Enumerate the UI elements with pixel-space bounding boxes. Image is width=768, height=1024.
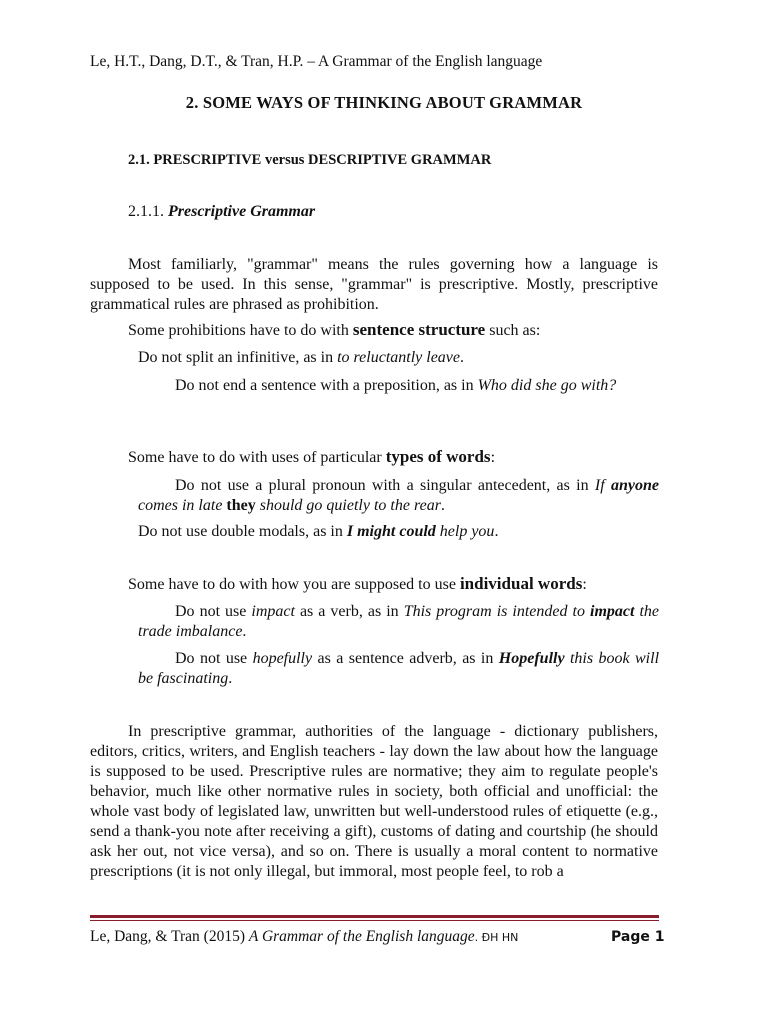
page-number: Page 1 xyxy=(611,929,665,945)
example-text: as a sentence adverb, as in xyxy=(312,650,499,667)
example-bold-italic: Hopefully xyxy=(498,650,565,667)
section-heading: 2.1. PRESCRIPTIVE versus DESCRIPTIVE GRAMMAR xyxy=(128,152,492,168)
example-punct: . xyxy=(460,349,465,366)
words-example-2 xyxy=(138,649,659,689)
words-lead-text: Some have to do with how you are supposed to use xyxy=(128,576,460,593)
subsection-heading xyxy=(128,202,315,222)
structure-example-1 xyxy=(138,348,464,368)
example-italic: Who did she go with? xyxy=(477,377,617,394)
example-text: Do not split an infinitive, as in xyxy=(138,349,338,366)
example-text: Do not use double modals, as in xyxy=(138,523,347,540)
footer-rule-thick xyxy=(90,915,659,918)
footer-authors: Le, Dang, & Tran (2015) xyxy=(90,928,249,945)
example-italic: should go quietly to the rear xyxy=(255,497,441,514)
words-keyword: individual words xyxy=(459,574,583,593)
closing-text: In prescriptive grammar, authorities of the language - dictionary publishers, editors, critics, writers, and English teachers - lay down the law about how the language is supposed to be used. Prescriptive rules are normative; they aim to regulate people's behavior, much like other normative rules in society, both official and unofficial: the whole vast body of legislated law, unwritten but well-understood rules of etiquette (e.g., send a thank-you note after receiving a gift), customs of dating and courtship (he should ask her out, not vice versa), and so on. There is usually a moral content to normative prescriptions (it is not only illegal, but immoral, most people feel, to rob a xyxy=(90,723,658,880)
intro-text: Most familiarly, "grammar" means the rules governing how a language is supposed to be used. In this sense, "grammar" is prescriptive. Mostly, prescriptive grammatical rules are phrased as prohibition. xyxy=(90,256,658,313)
example-text: Do not use xyxy=(175,603,252,620)
structure-lead xyxy=(128,320,540,341)
example-italic: hopefully xyxy=(252,650,313,667)
footer-institution: . ĐH HN xyxy=(474,931,519,944)
example-text: Do not use xyxy=(175,650,253,667)
example-punct: . xyxy=(494,523,499,540)
words-lead-end: : xyxy=(582,576,587,593)
words-lead xyxy=(128,574,587,595)
intro-paragraph xyxy=(90,255,658,315)
example-bold-italic: impact xyxy=(590,603,635,620)
example-text: Do not use a plural pronoun with a singular antecedent, as in xyxy=(175,477,595,494)
footer-book-title: A Grammar of the English language xyxy=(248,928,475,945)
types-lead-text: Some have to do with uses of particular xyxy=(128,449,386,466)
example-bold: they xyxy=(226,497,256,514)
example-punct: . xyxy=(228,670,233,687)
subsection-title: Prescriptive Grammar xyxy=(168,203,316,220)
running-header: Le, H.T., Dang, D.T., & Tran, H.P. – A Grammar of the English language xyxy=(90,53,543,70)
types-example-1 xyxy=(138,476,659,516)
types-example-2 xyxy=(138,522,498,542)
structure-lead-end: such as: xyxy=(485,322,541,339)
example-bold-italic: I might could xyxy=(346,523,436,540)
structure-lead-text: Some prohibitions have to do with xyxy=(128,322,353,339)
words-example-1 xyxy=(138,602,659,642)
example-italic: impact xyxy=(251,603,295,620)
example-italic: If xyxy=(594,477,611,494)
types-lead-end: : xyxy=(490,449,496,466)
example-bold-italic: anyone xyxy=(611,477,659,494)
example-italic: this book will be fascinating xyxy=(138,650,660,687)
types-lead xyxy=(128,447,495,468)
example-italic: comes in late xyxy=(138,497,227,514)
example-text: as a verb, as in xyxy=(294,603,404,620)
chapter-title: 2. SOME WAYS OF THINKING ABOUT GRAMMAR xyxy=(185,93,583,112)
types-keyword: types of words xyxy=(385,447,491,466)
subsection-number: 2.1.1. xyxy=(128,203,168,220)
example-punct: . xyxy=(242,623,247,640)
example-punct: . xyxy=(440,497,445,514)
structure-keyword: sentence structure xyxy=(352,320,486,339)
example-text: Do not end a sentence with a preposition, as in xyxy=(175,377,478,394)
footer-citation xyxy=(90,927,518,948)
example-italic: the trade imbalance xyxy=(138,603,660,640)
example-italic: This program is intended to xyxy=(403,603,590,620)
footer-rule-thin xyxy=(90,920,659,921)
example-italic: to reluctantly leave xyxy=(337,349,461,366)
example-italic: help you xyxy=(435,523,495,540)
closing-paragraph xyxy=(90,722,658,882)
structure-example-2 xyxy=(138,376,659,396)
